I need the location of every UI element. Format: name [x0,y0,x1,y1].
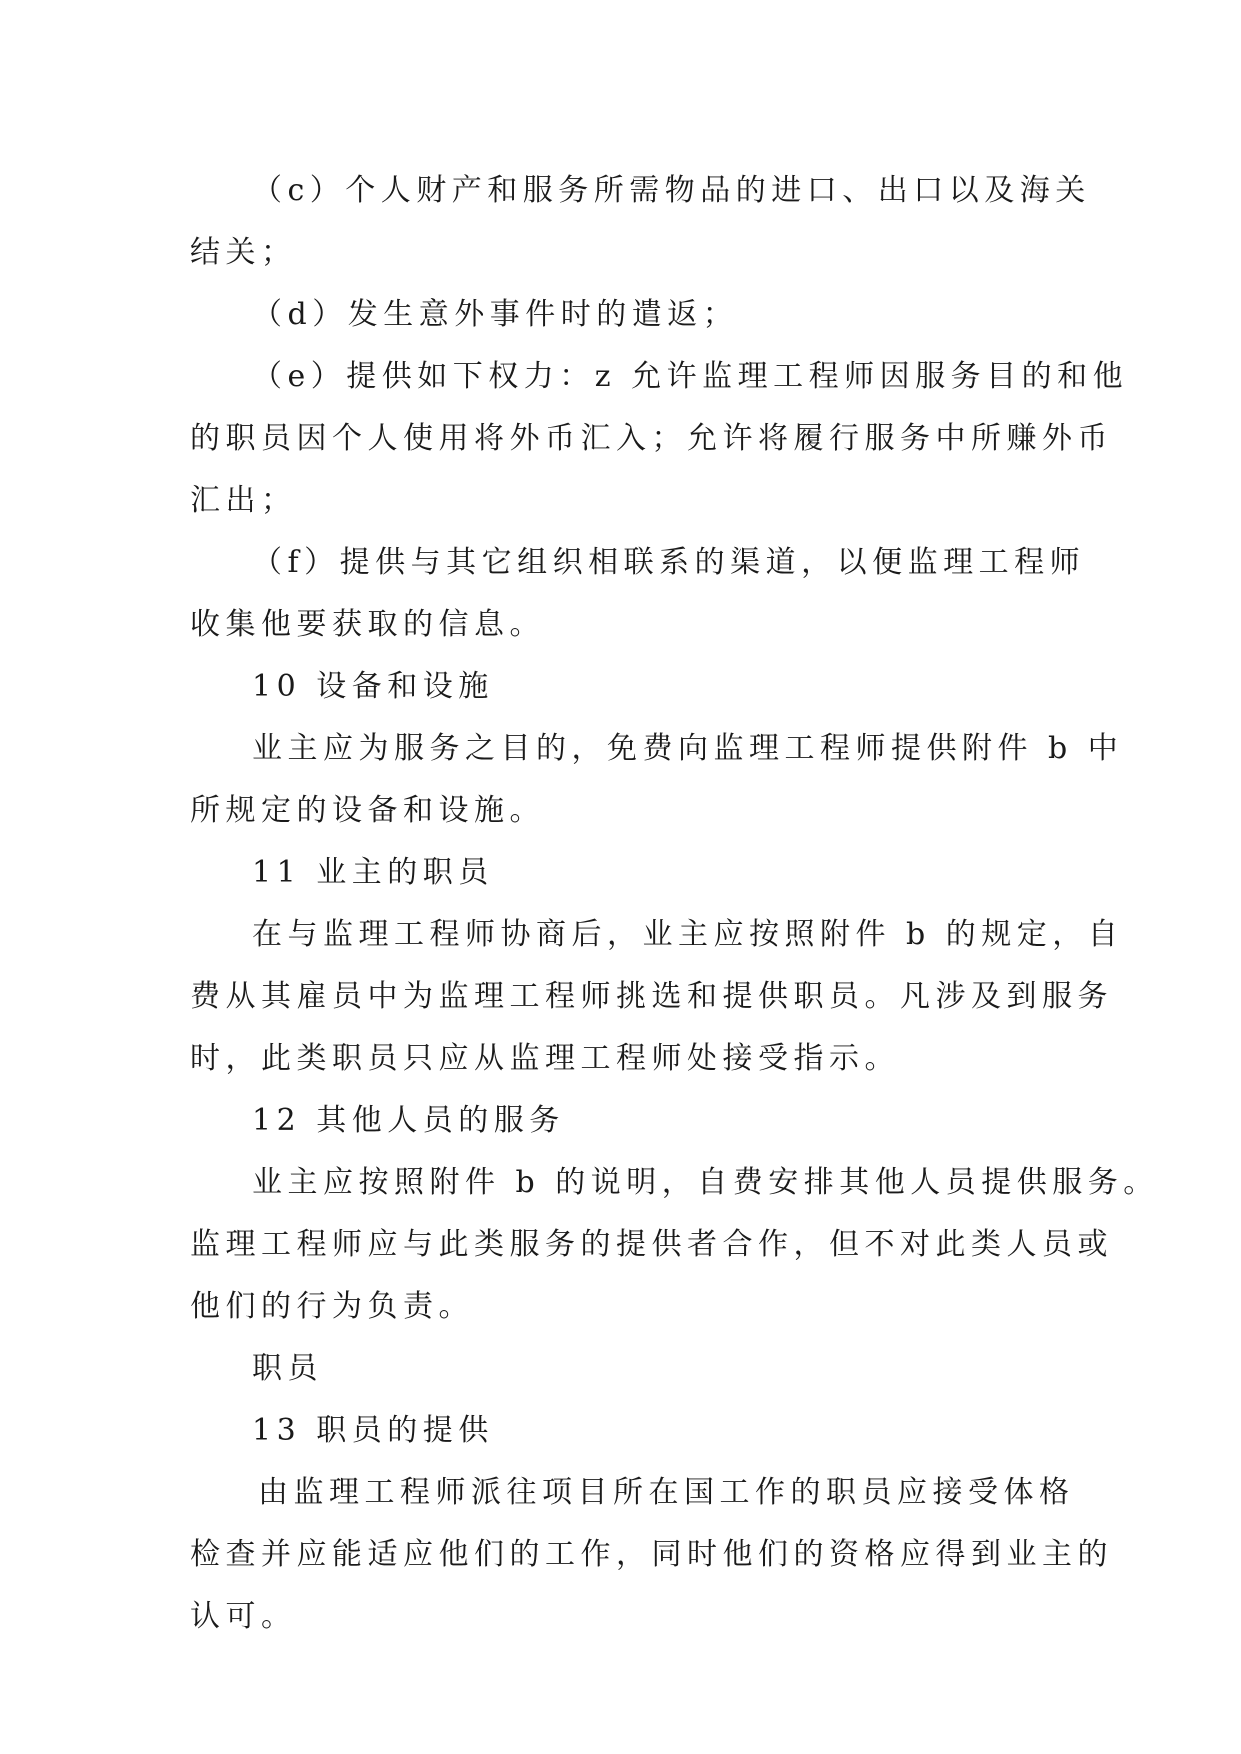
section-12-heading: 12 其他人员的服务 [252,1103,565,1138]
section-10-body-line-1: 业主应为服务之目的，免费向监理工程师提供附件 b 中 [252,731,1124,766]
clause-f-line-2: 收集他要获取的信息。 [190,607,545,642]
clause-e-line-1: （e）提供如下权力：z 允许监理工程师因服务目的和他 [252,359,1129,394]
section-10-heading: 10 设备和设施 [252,669,494,704]
section-10-body-line-2: 所规定的设备和设施。 [190,793,545,828]
document-page [190,160,1159,1648]
section-11-body-line-2: 费从其雇员中为监理工程师挑选和提供职员。凡涉及到服务 [190,979,1113,1014]
section-12-body-line-2: 监理工程师应与此类服务的提供者合作，但不对此类人员或 [190,1227,1113,1262]
section-11-body-line-3: 时，此类职员只应从监理工程师处接受指示。 [190,1041,900,1076]
section-12-body-line-1: 业主应按照附件 b 的说明，自费安排其他人员提供服务。 [252,1165,1159,1200]
section-13-heading: 13 职员的提供 [252,1413,494,1448]
section-13-body-line-2: 检查并应能适应他们的工作，同时他们的资格应得到业主的 [190,1537,1113,1572]
clause-e-line-2: 的职员因个人使用将外币汇入；允许将履行服务中所赚外币 [190,421,1113,456]
section-12-body-line-3: 他们的行为负责。 [190,1289,474,1324]
section-13-body-line-3: 认可。 [190,1599,297,1634]
clause-d-line-1: （d）发生意外事件时的遣返； [252,297,739,332]
clause-e-line-3: 汇出； [190,483,297,518]
section-13-body-line-1: 由监理工程师派往项目所在国工作的职员应接受体格 [258,1475,1075,1510]
section-11-body-line-1: 在与监理工程师协商后，业主应按照附件 b 的规定，自 [252,917,1124,952]
clause-f-line-1: （f）提供与其它组织相联系的渠道，以便监理工程师 [252,545,1086,580]
staff-section-heading: 职员 [252,1351,323,1386]
section-11-heading: 11 业主的职员 [252,855,494,890]
clause-c-line-1: （c）个人财产和服务所需物品的进口、出口以及海关 [252,173,1091,208]
clause-c-line-2: 结关； [190,235,297,270]
